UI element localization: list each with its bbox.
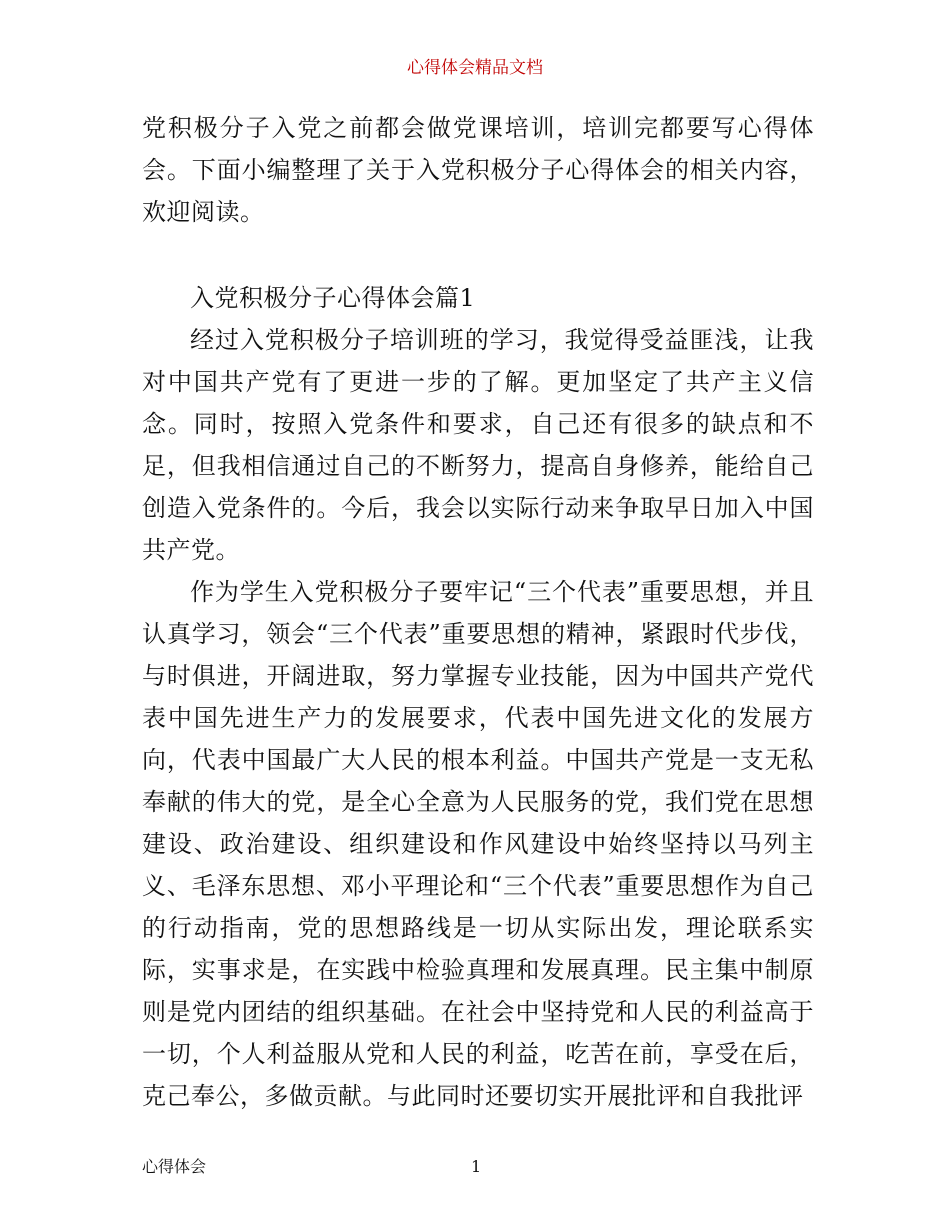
page-header-title: 心得体会精品文档	[407, 58, 543, 78]
intro-block	[142, 107, 814, 233]
body-paragraph: 经过入党积极分子培训班的学习，我觉得受益匪浅，让我对中国共产党有了更进一步的了解。更加坚定了共产主义信念。同时，按照入党条件和要求，自己还有很多的缺点和不足，但我相信通过自己的不断努力，提高自身修养，能给自己创造入党条件的。今后，我会以实际行动来争取早日加入中国共产党。	[142, 326, 814, 564]
page-number: 1	[471, 1157, 482, 1176]
section-heading: 入党积极分子心得体会篇1	[190, 284, 476, 312]
footer-label: 心得体会	[142, 1157, 207, 1176]
body-paragraph: 作为学生入党积极分子要牢记“三个代表”重要思想，并且认真学习，领会“三个代表”重要思想的精神，紧跟时代步伐，与时俱进，开阔进取，努力掌握专业技能，因为中国共产党代表中国先进生产力的发展要求，代表中国先进文化的发展方向，代表中国最广大人民的根本利益。中国共产党是一支无私奉献的伟大的党，是全心全意为人民服务的党，我们党在思想建设、政治建设、组织建设和作风建设中始终坚持以马列主义、毛泽东思想、邓小平理论和“三个代表”重要思想作为自己的行动指南，党的思想路线是一切从实际出发，理论联系实际，实事求是，在实践中检验真理和发展真理。民主集中制原则是党内团结的组织基础。在社会中坚持党和人民的利益高于一切，个人利益服从党和人民的利益，吃苦在前，享受在后，克己奉公，多做贡献。与此同时还要切实开展批评和自我批评	[142, 578, 814, 1110]
page-footer	[142, 1156, 814, 1178]
article-section	[142, 277, 814, 1117]
intro-paragraph: 党积极分子入党之前都会做党课培训，培训完都要写心得体会。下面小编整理了关于入党积极分子心得体会的相关内容，欢迎阅读。	[142, 114, 814, 226]
